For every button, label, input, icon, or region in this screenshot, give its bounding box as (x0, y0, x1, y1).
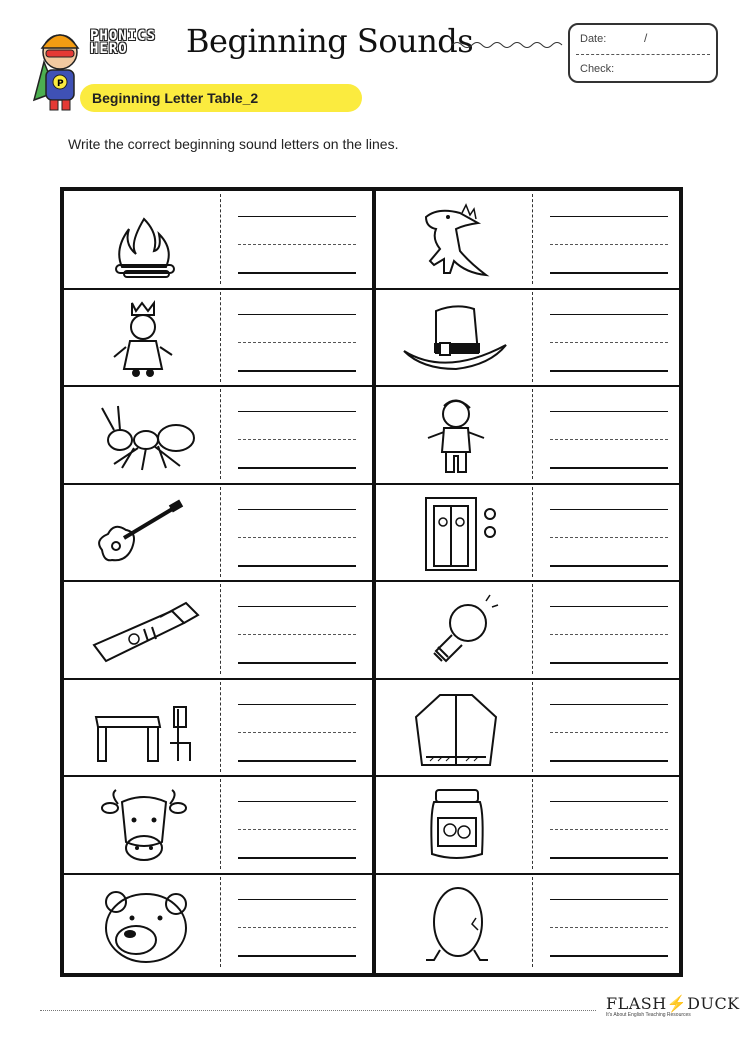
cell-divider (532, 682, 533, 772)
writing-line[interactable] (238, 272, 356, 274)
writing-line[interactable] (238, 606, 356, 607)
writing-line[interactable] (238, 801, 356, 802)
writing-line[interactable] (238, 662, 356, 664)
writing-midline[interactable] (238, 732, 356, 733)
cell-divider (532, 292, 533, 382)
king-icon (74, 297, 214, 379)
cell-divider (532, 779, 533, 869)
cell-divider (220, 292, 221, 382)
worksheet-cell (380, 389, 680, 479)
writing-line[interactable] (238, 370, 356, 372)
writing-line[interactable] (550, 216, 668, 217)
footer-brand-b: DUCK (687, 994, 740, 1013)
jacket-icon (386, 687, 526, 769)
writing-line[interactable] (550, 565, 668, 567)
writing-line[interactable] (238, 216, 356, 217)
light-bulb-icon (386, 589, 526, 671)
writing-line[interactable] (550, 370, 668, 372)
cell-divider (532, 584, 533, 674)
row-separator (64, 288, 679, 290)
writing-line[interactable] (550, 314, 668, 315)
cell-divider (532, 389, 533, 479)
writing-midline[interactable] (238, 244, 356, 245)
writing-midline[interactable] (238, 342, 356, 343)
worksheet-cell (380, 194, 680, 284)
row-separator (64, 580, 679, 582)
footer-tagline: It's About English Teaching Resources (606, 1012, 691, 1018)
worksheet-cell (380, 487, 680, 577)
row-separator (64, 385, 679, 387)
writing-midline[interactable] (550, 927, 668, 928)
writing-midline[interactable] (238, 829, 356, 830)
writing-line[interactable] (238, 565, 356, 567)
footer-logo (606, 994, 740, 1013)
worksheet-cell (68, 292, 368, 382)
cell-divider (532, 487, 533, 577)
worksheet-subtitle: Beginning Letter Table_2 (92, 90, 259, 106)
writing-line[interactable] (238, 509, 356, 510)
writing-line[interactable] (238, 704, 356, 705)
brand-logo-text (90, 30, 182, 56)
writing-line[interactable] (238, 467, 356, 469)
cell-divider (220, 194, 221, 284)
footer-brand-a: FLASH (606, 994, 667, 1013)
worksheet-cell (68, 487, 368, 577)
worksheet-cell (68, 194, 368, 284)
worksheet-cell (380, 292, 680, 382)
fire-icon (74, 199, 214, 281)
writing-midline[interactable] (550, 634, 668, 635)
writing-line[interactable] (238, 857, 356, 859)
writing-midline[interactable] (550, 537, 668, 538)
worksheet-cell (68, 877, 368, 967)
writing-midline[interactable] (238, 439, 356, 440)
writing-line[interactable] (238, 411, 356, 412)
worksheet-cell (380, 779, 680, 869)
elevator-icon (386, 492, 526, 574)
hat-icon (386, 297, 526, 379)
bear-icon (74, 882, 214, 964)
writing-line[interactable] (550, 606, 668, 607)
desk-icon (74, 687, 214, 769)
cell-divider (220, 487, 221, 577)
row-separator (64, 483, 679, 485)
instruction-text: Write the correct beginning sound letters on the lines. (68, 136, 399, 152)
writing-line[interactable] (550, 467, 668, 469)
writing-line[interactable] (238, 899, 356, 900)
writing-midline[interactable] (238, 634, 356, 635)
bolt-icon: ⚡ (666, 994, 688, 1013)
writing-line[interactable] (550, 704, 668, 705)
date-separator: / (644, 31, 648, 45)
cell-divider (220, 779, 221, 869)
writing-midline[interactable] (550, 244, 668, 245)
writing-midline[interactable] (550, 342, 668, 343)
footer-rule (40, 1010, 596, 1011)
row-separator (64, 873, 679, 875)
writing-line[interactable] (550, 955, 668, 957)
page-title: Beginning Sounds (186, 22, 474, 60)
writing-line[interactable] (238, 760, 356, 762)
worksheet-cell (380, 682, 680, 772)
cell-divider (532, 877, 533, 967)
dinosaur-icon (386, 199, 526, 281)
writing-midline[interactable] (550, 829, 668, 830)
worksheet-cell (380, 584, 680, 674)
writing-line[interactable] (550, 857, 668, 859)
boy-icon (386, 394, 526, 476)
writing-line[interactable] (550, 509, 668, 510)
writing-line[interactable] (238, 955, 356, 957)
date-label: Date: (580, 33, 607, 45)
worksheet-table (60, 187, 683, 977)
writing-line[interactable] (550, 899, 668, 900)
writing-line[interactable] (238, 314, 356, 315)
box-divider (576, 54, 710, 55)
worksheet-cell (68, 779, 368, 869)
date-check-box (568, 23, 718, 83)
writing-line[interactable] (550, 662, 668, 664)
writing-midline[interactable] (238, 927, 356, 928)
writing-line[interactable] (550, 411, 668, 412)
guitar-icon (74, 492, 214, 574)
row-separator (64, 678, 679, 680)
worksheet-cell (68, 389, 368, 479)
cell-divider (220, 877, 221, 967)
gum-icon (74, 589, 214, 671)
ant-icon (74, 394, 214, 476)
egg-icon (386, 882, 526, 964)
cow-icon (74, 784, 214, 866)
worksheet-cell (380, 877, 680, 967)
cell-divider (532, 194, 533, 284)
worksheet-cell (68, 682, 368, 772)
cell-divider (220, 682, 221, 772)
writing-line[interactable] (550, 801, 668, 802)
brand-line-2: HERO (90, 41, 128, 57)
jam-icon (386, 784, 526, 866)
row-separator (64, 775, 679, 777)
check-label: Check: (580, 63, 615, 75)
brand-line-1: PHONICS (90, 28, 157, 44)
cell-divider (220, 389, 221, 479)
cell-divider (220, 584, 221, 674)
worksheet-cell (68, 584, 368, 674)
column-separator (372, 191, 376, 973)
writing-line[interactable] (550, 760, 668, 762)
writing-line[interactable] (550, 272, 668, 274)
writing-midline[interactable] (238, 537, 356, 538)
squiggle-decoration (452, 38, 567, 52)
writing-midline[interactable] (550, 439, 668, 440)
writing-midline[interactable] (550, 732, 668, 733)
svg-text:P: P (57, 79, 64, 89)
